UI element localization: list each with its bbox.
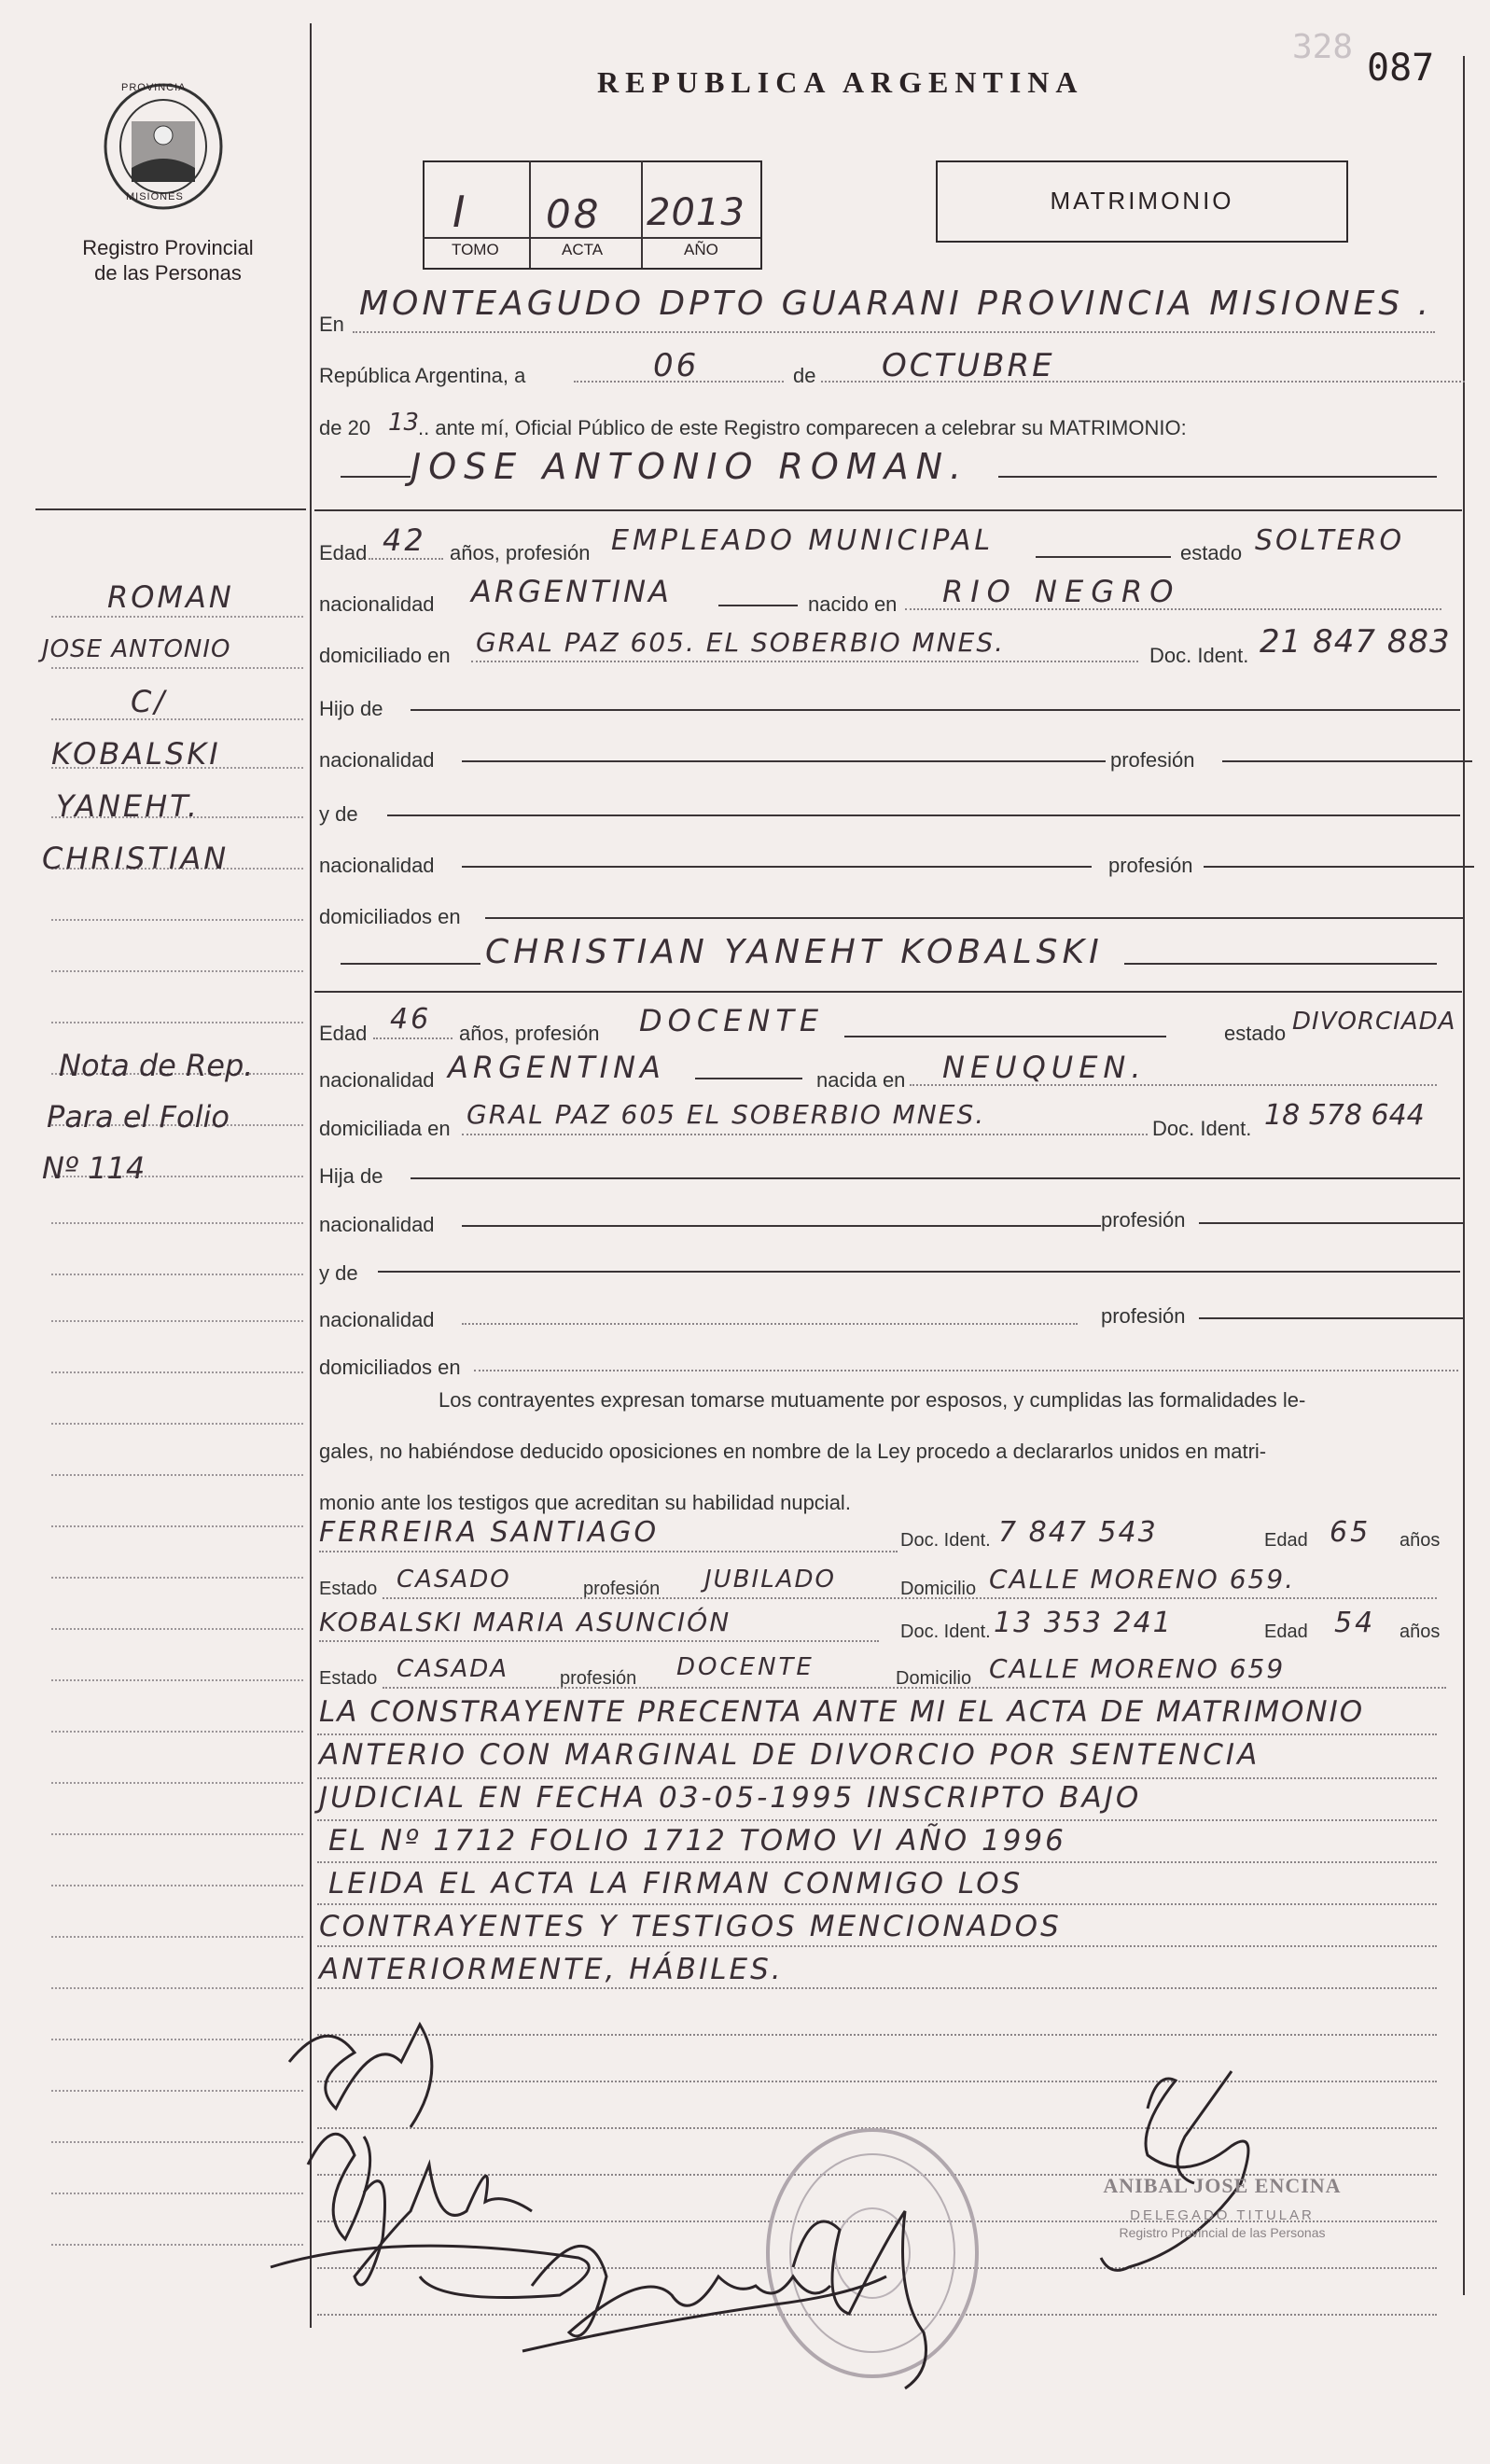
bride-profesion-label: años, profesión <box>459 1022 600 1045</box>
groom-hijo-label: Hijo de <box>319 697 383 720</box>
witness1-profesion-label: profesión <box>583 1579 661 1599</box>
witness2-profesion-label: profesión <box>560 1668 637 1689</box>
witness1-estado: CASADO <box>397 1566 511 1594</box>
witness2-address: CALLE MORENO 659 <box>989 1653 1286 1684</box>
year-prefix: de 20 <box>319 416 371 439</box>
groom-doc-label: Doc. Ident. <box>1149 644 1249 667</box>
bride-hija-label: Hija de <box>319 1164 383 1188</box>
bride-domicilio-label: domiciliada en <box>319 1117 451 1140</box>
bride-nacida-label: nacida en <box>816 1068 906 1092</box>
bride-name: CHRISTIAN YANEHT KOBALSKI <box>485 933 1104 971</box>
groom-father-nacionalidad-label: nacionalidad <box>319 748 435 772</box>
declaration-line-1: Los contrayentes expresan tomarse mutuamente por esposos, y cumplidas las formalidades le- <box>439 1388 1306 1412</box>
seal-top-text: PROVINCIA <box>121 82 187 93</box>
witness2-doc: 13 353 241 <box>994 1607 1173 1639</box>
margin-note-line: Para el Folio <box>47 1099 230 1135</box>
margin-name-line: CHRISTIAN <box>42 841 230 876</box>
groom-birthplace: RIO NEGRO <box>942 574 1181 609</box>
witness1-domicilio-label: Domicilio <box>900 1579 977 1599</box>
groom-domicilio-label: domiciliado en <box>319 644 451 667</box>
groom-profesion-label: años, profesión <box>450 541 591 564</box>
bride-address: GRAL PAZ 605 EL SOBERBIO MNES. <box>466 1099 986 1130</box>
registry-number-faint: 328 <box>1292 28 1354 66</box>
bride-doc-label: Doc. Ident. <box>1152 1117 1252 1140</box>
seal-bottom-text: MISIONES <box>126 191 184 202</box>
groom-doc: 21 847 883 <box>1260 623 1451 661</box>
witness1-address: CALLE MORENO 659. <box>989 1564 1296 1594</box>
marriage-month: OCTUBRE <box>882 347 1055 384</box>
margin-note-names <box>42 571 308 884</box>
groom-profession: EMPLEADO MUNICIPAL <box>611 524 995 557</box>
witness1-edad-label: Edad <box>1264 1530 1308 1551</box>
marriage-day: 06 <box>653 347 700 384</box>
groom-age: 42 <box>383 522 426 558</box>
margin-note-line: Nota de Rep. <box>59 1048 254 1083</box>
witness2-estado-label: Estado <box>319 1668 378 1689</box>
bride-y-de-label: y de <box>319 1261 358 1285</box>
margin-name-line: C/ <box>131 684 168 719</box>
anio-label: AÑO <box>684 241 718 258</box>
witness1-doc-label: Doc. Ident. <box>900 1530 991 1551</box>
groom-y-de-label: y de <box>319 802 358 826</box>
witness2-estado: CASADA <box>397 1655 509 1683</box>
registry-name <box>47 235 289 285</box>
observation-line: ANTERIORMENTE, HÁBILES. <box>319 1953 784 1986</box>
republica-label: República Argentina, a <box>319 364 526 387</box>
observation-line: LA CONSTRAYENTE PRECENTA ANTE MI EL ACTA DE MATRIMONIO <box>319 1695 1365 1729</box>
groom-mother-nacionalidad-label: nacionalidad <box>319 854 435 877</box>
observation-line: JUDICIAL EN FECHA 03-05-1995 INSCRIPTO BAJO <box>319 1781 1142 1815</box>
bride-parents-domicilio-label: domiciliados en <box>319 1356 461 1379</box>
witness2-domicilio-label: Domicilio <box>896 1668 972 1689</box>
witness2-profession: DOCENTE <box>676 1653 815 1681</box>
groom-edad-label: Edad <box>319 541 368 564</box>
witness2-age: 54 <box>1334 1607 1376 1639</box>
anio-value: 2013 <box>647 191 745 234</box>
en-label: En <box>319 313 344 336</box>
witness1-age: 65 <box>1330 1516 1372 1549</box>
bride-doc: 18 578 644 <box>1264 1099 1425 1132</box>
margin-note-line: Nº 114 <box>42 1150 146 1186</box>
marriage-year-suffix: 13 <box>388 409 420 437</box>
groom-father-profesion-label: profesión <box>1110 748 1195 772</box>
observation-line: LEIDA EL ACTA LA FIRMAN CONMIGO LOS <box>328 1867 1024 1900</box>
acta-value: 08 <box>546 191 602 237</box>
witness1-anios-label: años <box>1399 1530 1441 1551</box>
officer-stamp-name: ANIBAL JOSE ENCINA <box>1103 2174 1342 2197</box>
bride-estado: DIVORCIADA <box>1292 1008 1456 1036</box>
bride-edad-label: Edad <box>319 1022 368 1045</box>
margin-name-line: JOSE ANTONIO <box>42 635 231 663</box>
bride-age: 46 <box>390 1003 432 1036</box>
appearance-statement: .. ante mí, Oficial Público de este Registro comparecen a celebrar su MATRIMONIO: <box>418 416 1187 439</box>
act-type: MATRIMONIO <box>1050 187 1234 215</box>
observation-line: CONTRAYENTES Y TESTIGOS MENCIONADOS <box>319 1910 1062 1943</box>
bride-mother-nacionalidad-label: nacionalidad <box>319 1308 435 1331</box>
groom-mother-profesion-label: profesión <box>1108 854 1193 877</box>
bride-father-profesion-label: profesión <box>1101 1208 1186 1232</box>
de-label: de <box>793 364 816 387</box>
registry-number: 087 <box>1367 47 1435 90</box>
margin-note-reference <box>42 1040 308 1194</box>
officer-stamp-title: DELEGADO TITULAR <box>1130 2207 1315 2223</box>
witness2-doc-label: Doc. Ident. <box>900 1622 991 1642</box>
bride-estado-label: estado <box>1224 1022 1287 1045</box>
witness1-doc: 7 847 543 <box>998 1516 1158 1549</box>
bride-profession: DOCENTE <box>639 1003 825 1038</box>
margin-name-line: KOBALSKI <box>51 736 221 772</box>
groom-parents-domicilio-label: domiciliados en <box>319 905 461 928</box>
declaration-line-2: gales, no habiéndose deducido oposiciones en nombre de la Ley procedo a declararlos unidos en matri- <box>319 1440 1267 1463</box>
declaration-line-3: monio ante los testigos que acreditan su habilidad nupcial. <box>319 1491 851 1514</box>
acta-label: ACTA <box>562 241 604 258</box>
margin-name-line: YANEHT. <box>56 788 201 824</box>
bride-mother-profesion-label: profesión <box>1101 1304 1186 1328</box>
bride-nationality: ARGENTINA <box>448 1050 665 1085</box>
groom-estado: SOLTERO <box>1255 524 1405 557</box>
groom-nacionalidad-label: nacionalidad <box>319 592 435 616</box>
registry-name-line2: de las Personas <box>94 261 242 285</box>
groom-nacido-label: nacido en <box>808 592 898 616</box>
witness1-estado-label: Estado <box>319 1579 378 1599</box>
witness2-name: KOBALSKI MARIA ASUNCIÓN <box>319 1607 731 1637</box>
groom-estado-label: estado <box>1180 541 1243 564</box>
bride-birthplace: NEUQUEN. <box>942 1050 1147 1085</box>
observation-line: EL Nº 1712 FOLIO 1712 TOMO VI AÑO 1996 <box>328 1824 1066 1858</box>
witness2-anios-label: años <box>1399 1622 1441 1642</box>
tomo-value: I <box>453 187 468 237</box>
observation-line: ANTERIO CON MARGINAL DE DIVORCIO POR SENTENCIA <box>319 1738 1260 1772</box>
witness1-profession: JUBILADO <box>704 1566 836 1594</box>
marriage-place: MONTEAGUDO DPTO GUARANI PROVINCIA MISIONES . <box>359 285 1433 323</box>
registry-name-line1: Registro Provincial <box>82 236 254 259</box>
margin-divider <box>310 23 312 2328</box>
witness1-name: FERREIRA SANTIAGO <box>319 1516 660 1549</box>
bride-nacionalidad-label: nacionalidad <box>319 1068 435 1092</box>
groom-address: GRAL PAZ 605. EL SOBERBIO MNES. <box>476 627 1006 658</box>
witness2-edad-label: Edad <box>1264 1622 1308 1642</box>
groom-name: JOSE ANTONIO ROMAN. <box>411 446 969 487</box>
bride-father-nacionalidad-label: nacionalidad <box>319 1213 435 1236</box>
officer-stamp-registry: Registro Provincial de las Personas <box>1119 2225 1326 2240</box>
margin-name-line: ROMAN <box>107 579 234 615</box>
officer-stamp <box>1054 2174 1390 2240</box>
country-title: REPUBLICA ARGENTINA <box>597 65 1084 99</box>
groom-nationality: ARGENTINA <box>471 574 672 609</box>
tomo-label: TOMO <box>452 241 499 258</box>
